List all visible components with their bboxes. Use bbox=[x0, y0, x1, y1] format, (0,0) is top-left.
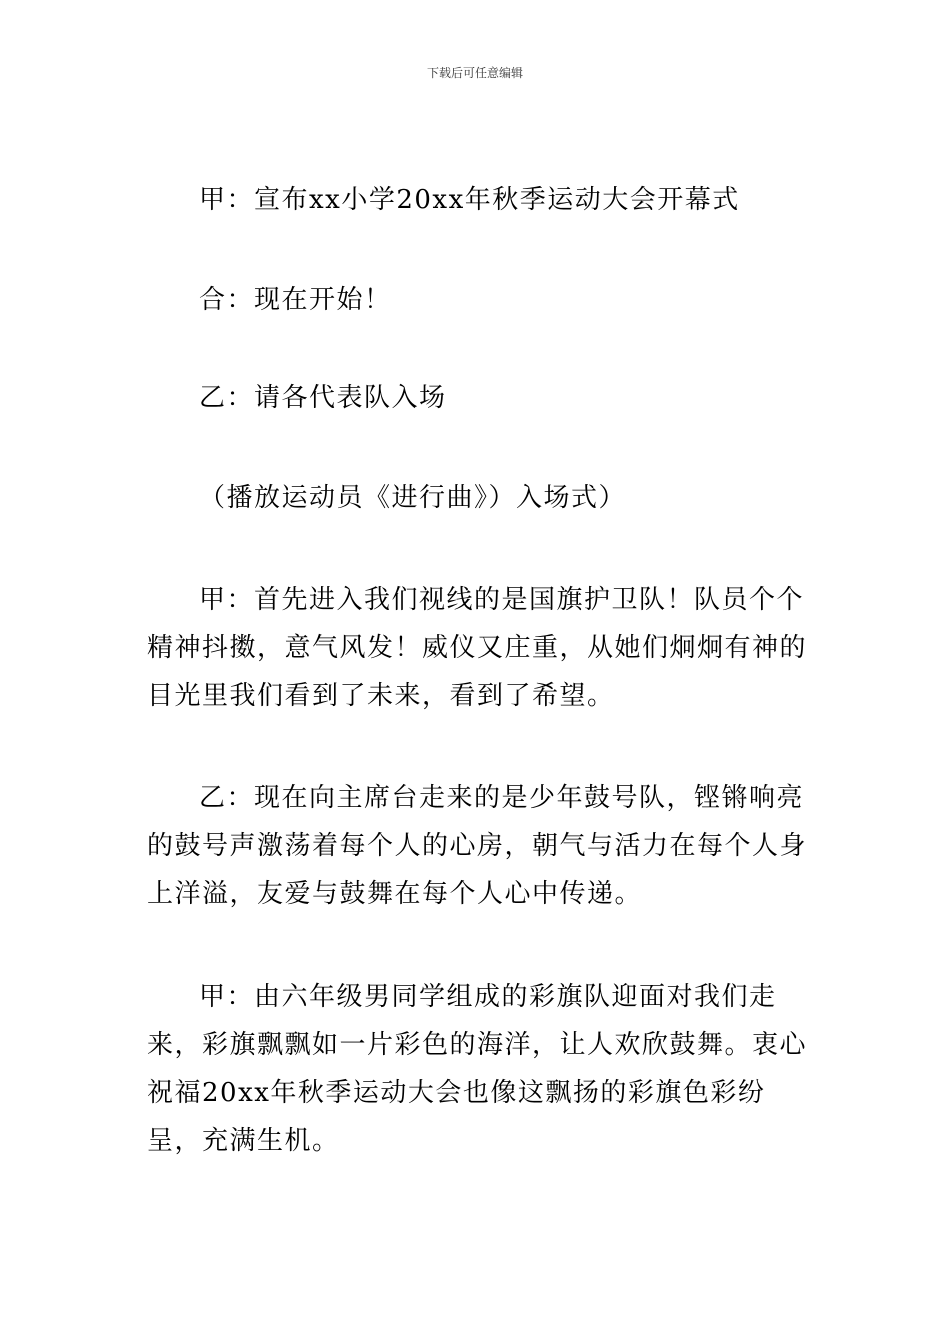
paragraph-flag-guard: 甲：首先进入我们视线的是国旗护卫队！队员个个精神抖擞，意气风发！威仪又庄重，从她们炯炯有神的目光里我们看到了未来，看到了希望。 bbox=[147, 585, 808, 711]
paragraph-drum-band: 乙：现在向主席台走来的是少年鼓号队，铿锵响亮的鼓号声激荡着每个人的心房，朝气与活力在每个人身上洋溢，友爱与鼓舞在每个人心中传递。 bbox=[147, 783, 808, 909]
page-header: 下载后可任意编辑 bbox=[426, 66, 523, 80]
paragraph-announce-opening: 甲：宣布xx小学20xx年秋季运动大会开幕式 bbox=[199, 185, 740, 215]
paragraph-together-start: 合：现在开始！ bbox=[199, 285, 392, 315]
paragraph-teams-enter: 乙：请各代表队入场 bbox=[199, 383, 447, 413]
paragraph-march-note: （播放运动员《进行曲》）入场式） bbox=[199, 483, 627, 513]
paragraph-flag-team: 甲：由六年级男同学组成的彩旗队迎面对我们走来，彩旗飘飘如一片彩色的海洋，让人欢欣鼓舞。衷心祝福20xx年秋季运动大会也像这飘扬的彩旗色彩纷呈，充满生机。 bbox=[147, 982, 808, 1156]
